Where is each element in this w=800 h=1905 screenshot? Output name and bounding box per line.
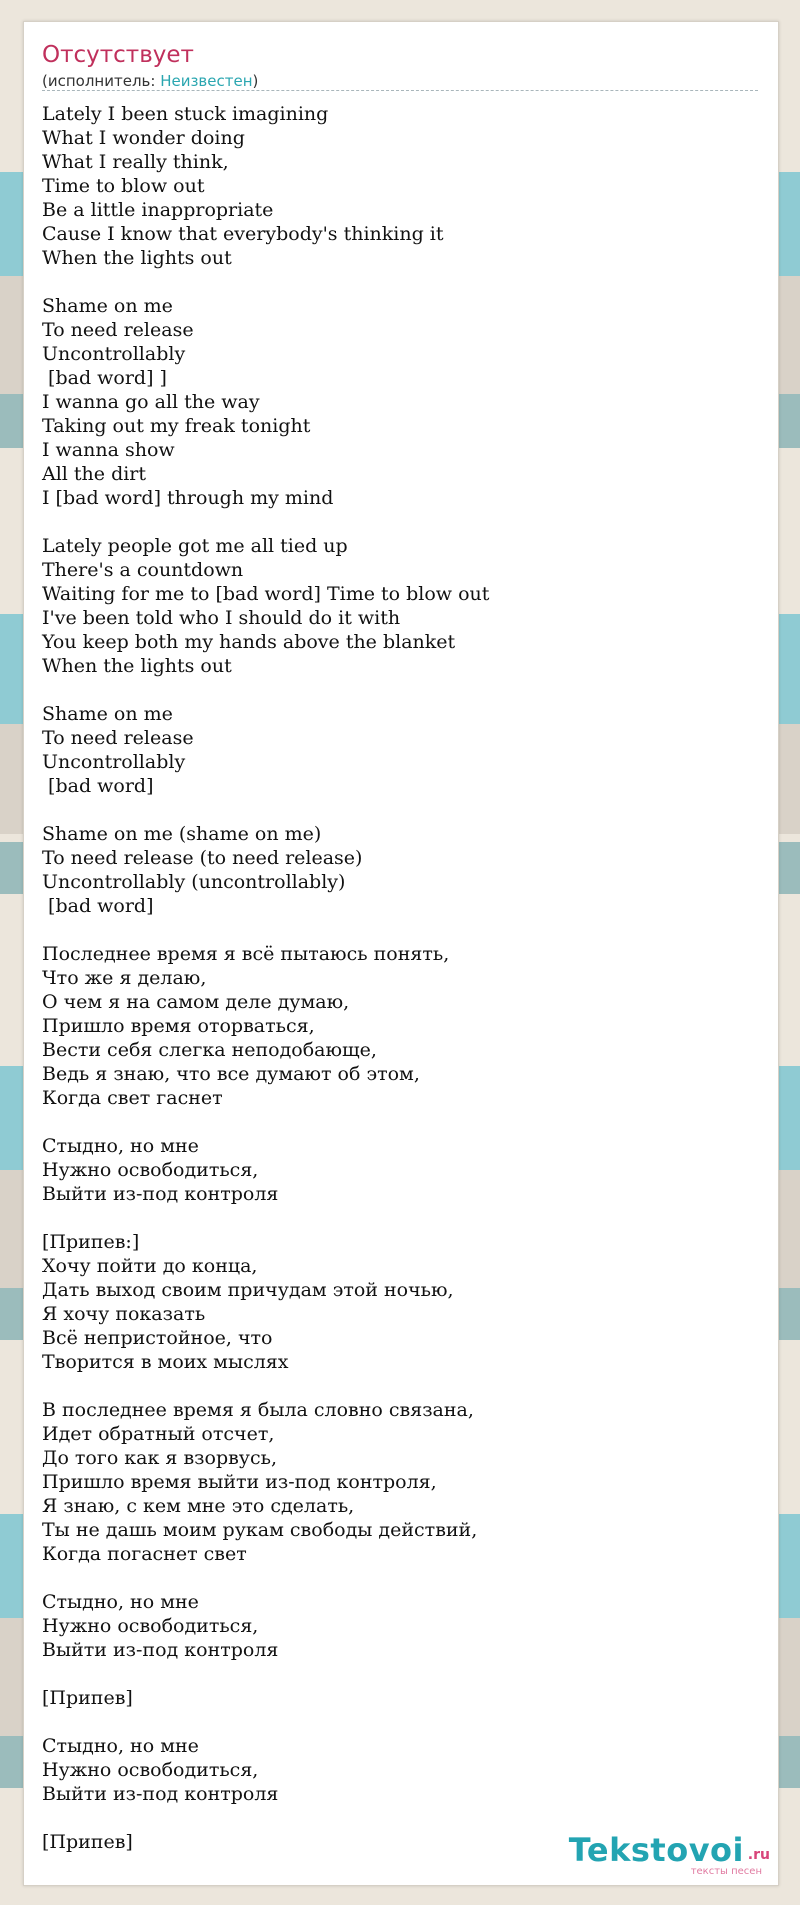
lyrics-line: When the lights out xyxy=(42,655,232,677)
lyrics-line: Стыдно, но мне xyxy=(42,1735,199,1757)
lyrics-line: Uncontrollably (uncontrollably) xyxy=(42,871,346,893)
lyrics-line: Lately people got me all tied up xyxy=(42,535,348,557)
lyrics-line xyxy=(42,270,762,294)
lyrics-line: Be a little inappropriate xyxy=(42,199,274,221)
lyrics-line xyxy=(42,510,762,534)
lyrics-line: There's a countdown xyxy=(42,559,244,581)
lyrics-line: What I wonder doing xyxy=(42,127,245,149)
lyrics-line: [Припев] xyxy=(42,1831,133,1853)
lyrics-line xyxy=(42,798,762,822)
lyrics-card xyxy=(23,21,779,1886)
lyrics-line xyxy=(42,1206,762,1230)
lyrics-line: Выйти из-под контроля xyxy=(42,1183,279,1205)
lyrics-line: To need release (to need release) xyxy=(42,847,363,869)
lyrics-line: [Припев] xyxy=(42,1687,133,1709)
site-logo[interactable] xyxy=(560,1831,770,1879)
lyrics-line: Shame on me (shame on me) xyxy=(42,823,322,845)
lyrics-line xyxy=(42,1662,762,1686)
lyrics-line: О чем я на самом деле думаю, xyxy=(42,991,350,1013)
lyrics-line xyxy=(42,678,762,702)
lyrics-line: Нужно освободиться, xyxy=(42,1759,259,1781)
lyrics-line: Стыдно, но мне xyxy=(42,1135,199,1157)
lyrics-line xyxy=(42,1710,762,1734)
lyrics-line xyxy=(42,1806,762,1830)
artist-suffix: ) xyxy=(252,72,259,90)
artist-prefix: (исполнитель: xyxy=(42,72,161,90)
song-title: Отсутствует xyxy=(42,42,194,68)
lyrics-line: Хочу пойти до конца, xyxy=(42,1255,258,1277)
lyrics-line: Я хочу показать xyxy=(42,1303,206,1325)
lyrics-line: What I really think, xyxy=(42,151,229,173)
lyrics-line: Когда погаснет свет xyxy=(42,1543,247,1565)
lyrics-line: I wanna show xyxy=(42,439,175,461)
lyrics-line: Идет обратный отсчет, xyxy=(42,1423,275,1445)
lyrics-line: I wanna go all the way xyxy=(42,391,260,413)
lyrics-line: В последнее время я была словно связана, xyxy=(42,1399,474,1421)
lyrics-line: Что же я делаю, xyxy=(42,967,207,989)
lyrics-line: Shame on me xyxy=(42,703,173,725)
lyrics-line: До того как я взорвусь, xyxy=(42,1447,278,1469)
lyrics-text xyxy=(42,102,762,1854)
lyrics-line: Когда свет гаснет xyxy=(42,1087,223,1109)
lyrics-line: [Припев:] xyxy=(42,1231,140,1253)
lyrics-line: All the dirt xyxy=(42,463,147,485)
lyrics-line: Shame on me xyxy=(42,295,173,317)
lyrics-line: I [bad word] through my mind xyxy=(42,487,334,509)
lyrics-line: To need release xyxy=(42,319,194,341)
lyrics-line xyxy=(42,918,762,942)
lyrics-line: Стыдно, но мне xyxy=(42,1591,199,1613)
lyrics-line: [bad word] xyxy=(42,775,154,797)
lyrics-line: [bad word] ] xyxy=(42,367,167,389)
lyrics-line xyxy=(42,1110,762,1134)
lyrics-line: Taking out my freak tonight xyxy=(42,415,311,437)
lyrics-line: Вести себя слегка неподобающе, xyxy=(42,1039,377,1061)
lyrics-line: Нужно освободиться, xyxy=(42,1615,259,1637)
logo-name: Tekstovoi xyxy=(568,1831,744,1869)
lyrics-line: I've been told who I should do it with xyxy=(42,607,401,629)
lyrics-line: To need release xyxy=(42,727,194,749)
lyrics-line: Uncontrollably xyxy=(42,343,186,365)
lyrics-line: Ты не дашь моим рукам свободы действий, xyxy=(42,1519,478,1541)
lyrics-line: Uncontrollably xyxy=(42,751,186,773)
lyrics-line: Пришло время оторваться, xyxy=(42,1015,315,1037)
lyrics-line: [bad word] xyxy=(42,895,154,917)
logo-tld: .ru xyxy=(747,1847,770,1863)
lyrics-line: Cause I know that everybody's thinking it xyxy=(42,223,444,245)
lyrics-line: Выйти из-под контроля xyxy=(42,1639,279,1661)
logo-tagline: тексты песен xyxy=(690,1866,762,1877)
lyrics-line: Lately I been stuck imagining xyxy=(42,103,329,125)
lyrics-line xyxy=(42,1566,762,1590)
lyrics-line: Творится в моих мыслях xyxy=(42,1351,289,1373)
lyrics-line: Time to blow out xyxy=(42,175,205,197)
lyrics-line: Я знаю, с кем мне это сделать, xyxy=(42,1495,355,1517)
lyrics-line xyxy=(42,1374,762,1398)
lyrics-line: Waiting for me to [bad word] Time to blow out xyxy=(42,583,490,605)
artist-link[interactable]: Неизвестен xyxy=(160,72,253,90)
lyrics-line: Ведь я знаю, что все думают об этом, xyxy=(42,1063,420,1085)
lyrics-line: Пришло время выйти из-под контроля, xyxy=(42,1471,437,1493)
lyrics-line: When the lights out xyxy=(42,247,232,269)
lyrics-line: Выйти из-под контроля xyxy=(42,1783,279,1805)
lyrics-line: Всё непристойное, что xyxy=(42,1327,273,1349)
artist-line xyxy=(42,72,258,90)
lyrics-line: Последнее время я всё пытаюсь понять, xyxy=(42,943,450,965)
lyrics-line: Дать выход своим причудам этой ночью, xyxy=(42,1279,454,1301)
lyrics-line: You keep both my hands above the blanket xyxy=(42,631,456,653)
lyrics-line: Нужно освободиться, xyxy=(42,1159,259,1181)
title-divider xyxy=(42,90,758,91)
